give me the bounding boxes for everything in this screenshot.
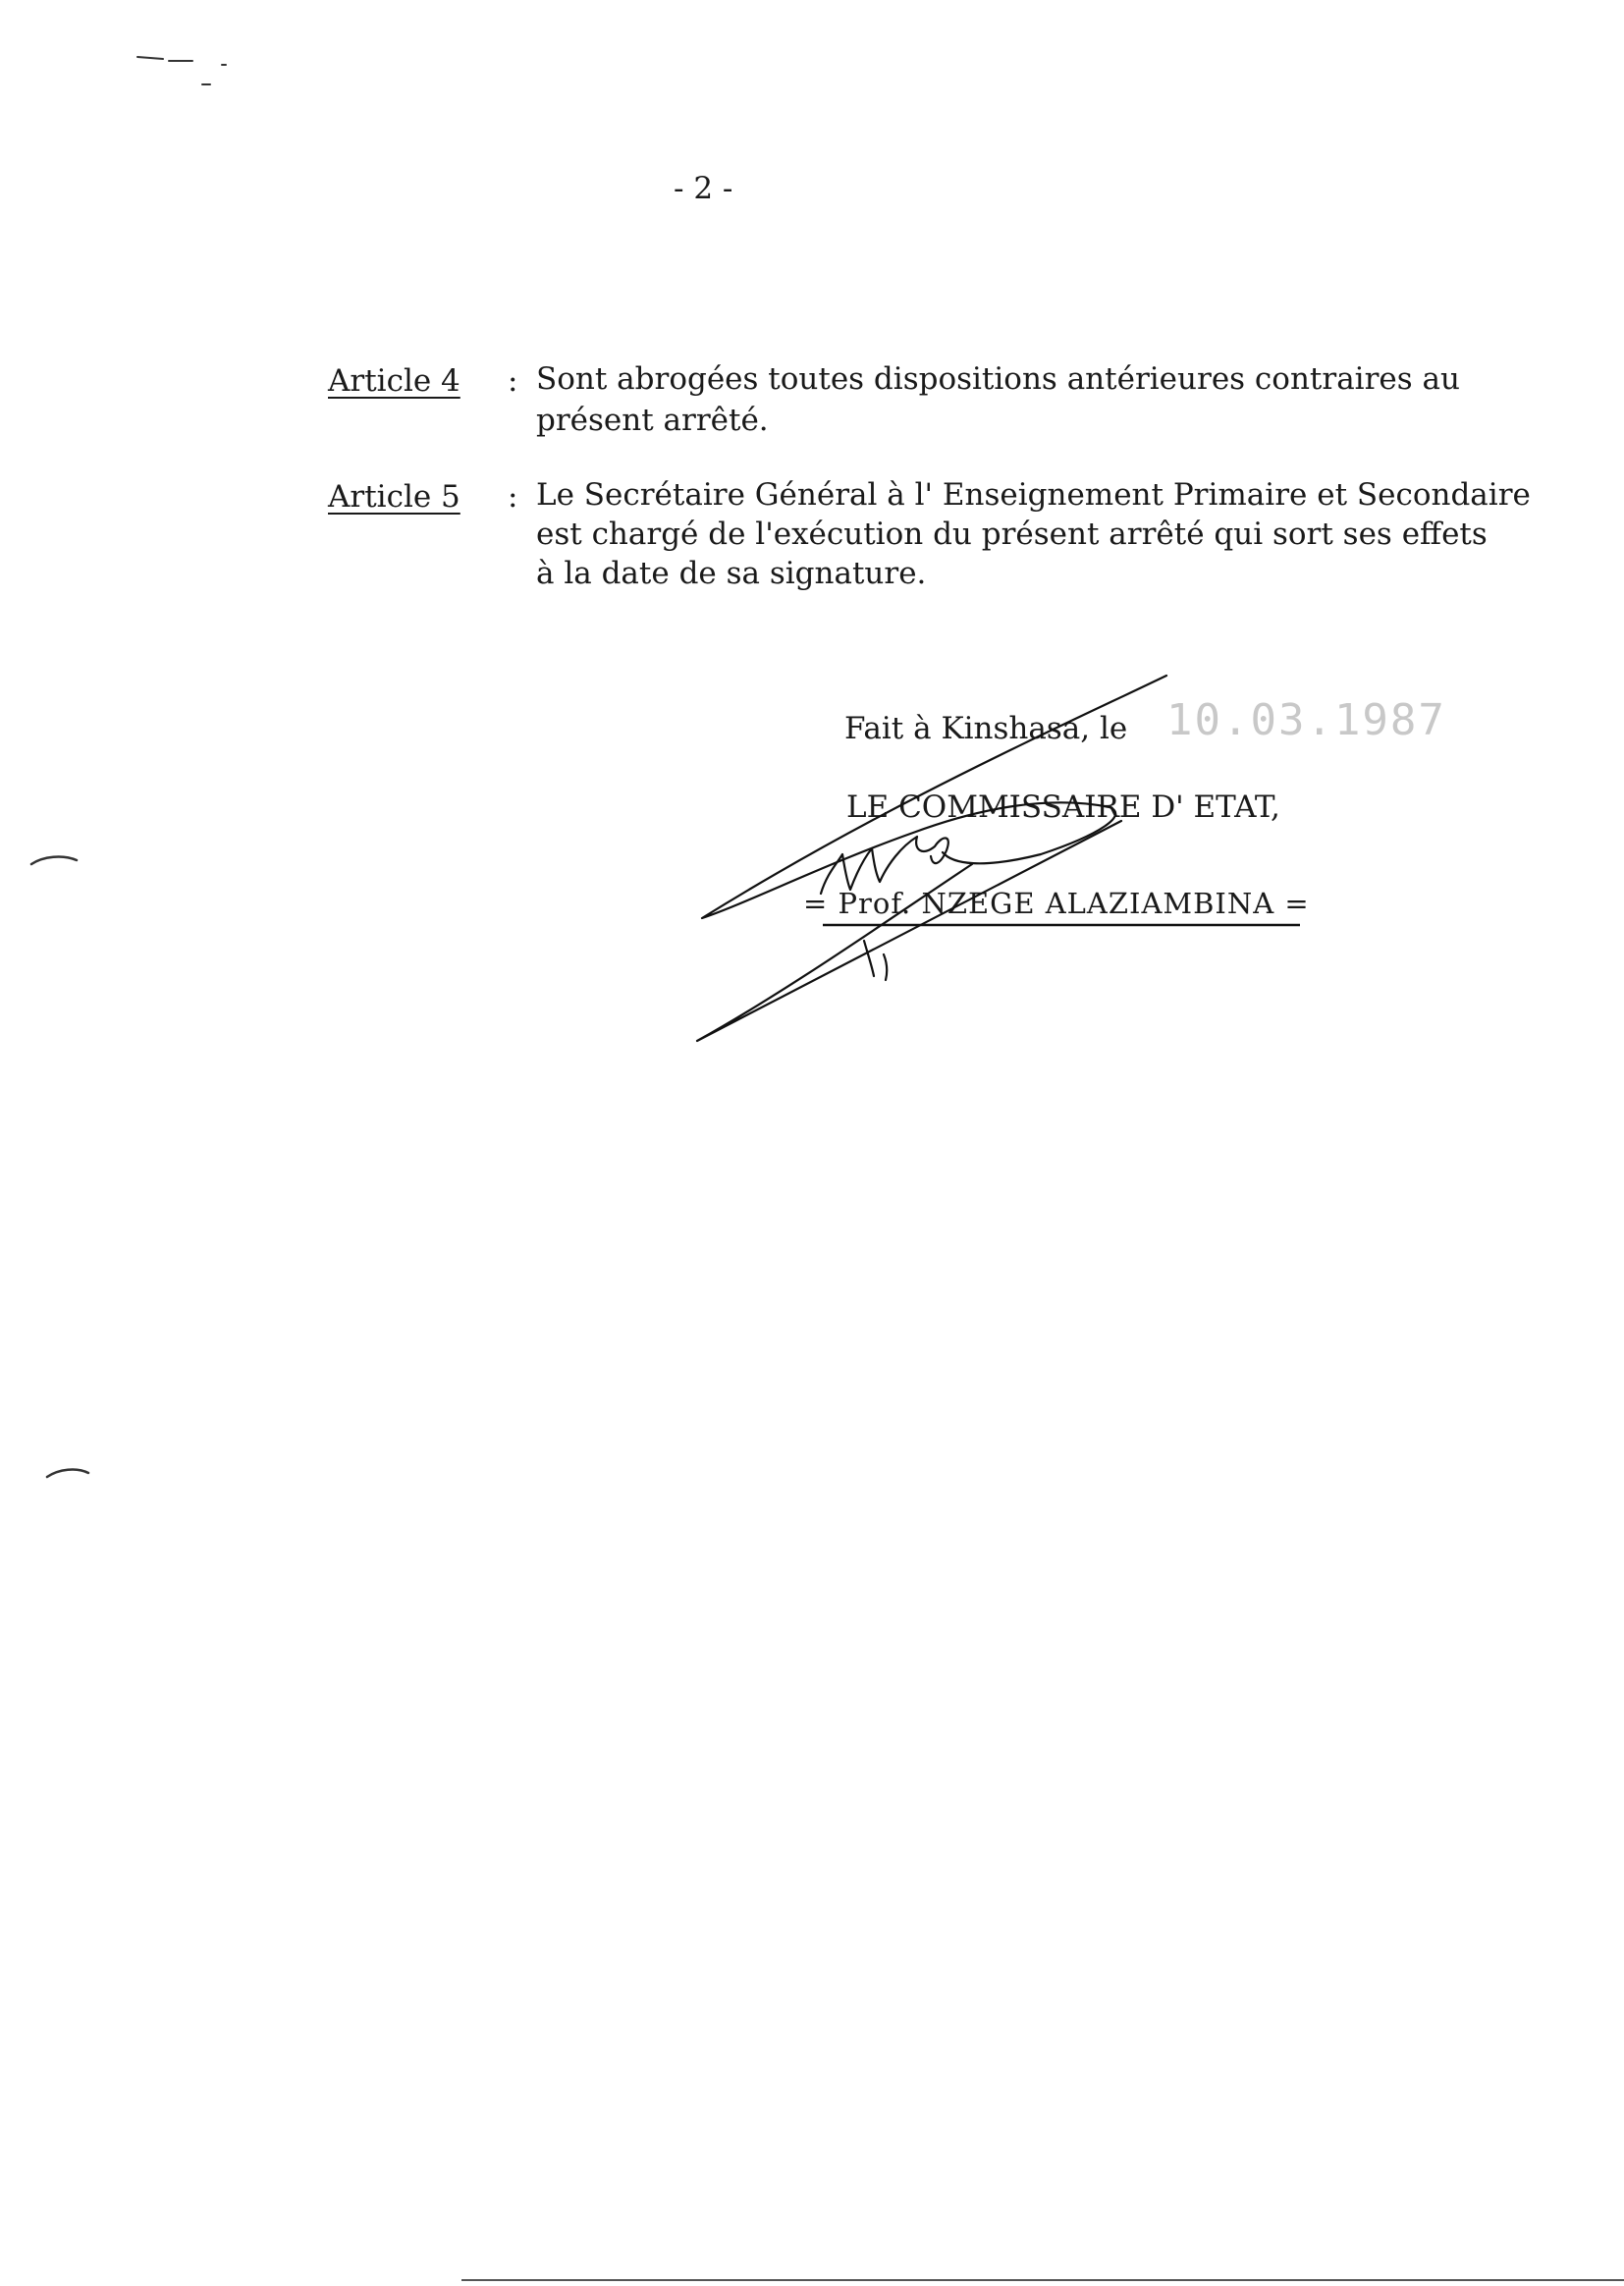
article-5-line-2: est chargé de l'exécution du présent arrêté qui sort ses effets: [536, 517, 1488, 552]
article-4-colon: :: [508, 363, 518, 399]
signatory-title: LE COMMISSAIRE D' ETAT,: [846, 789, 1280, 825]
article-4-line-1: Sont abrogées toutes dispositions antérieures contraires au: [536, 361, 1460, 397]
article-5-line-3: à la date de sa signature.: [536, 556, 927, 591]
article-5-line-1: Le Secrétaire Général à l' Enseignement Primaire et Secondaire: [536, 477, 1531, 513]
date-stamp: 10.03.1987: [1166, 695, 1446, 745]
place-and-date: Fait à Kinshasa, le: [844, 711, 1128, 746]
scan-mark-top-left: [137, 57, 226, 84]
signatory-name: = Prof. NZEGE ALAZIAMBINA =: [803, 887, 1310, 920]
article-4-line-2: présent arrêté.: [536, 403, 769, 438]
scan-mark-left-1: [31, 857, 77, 864]
article-4-label: Article 4: [328, 363, 460, 399]
article-5-colon: :: [508, 479, 518, 515]
scan-mark-left-2: [47, 1470, 88, 1477]
article-5-label: Article 5: [328, 479, 460, 515]
handwritten-signature: [697, 676, 1166, 1041]
page-number: - 2 -: [674, 171, 733, 206]
